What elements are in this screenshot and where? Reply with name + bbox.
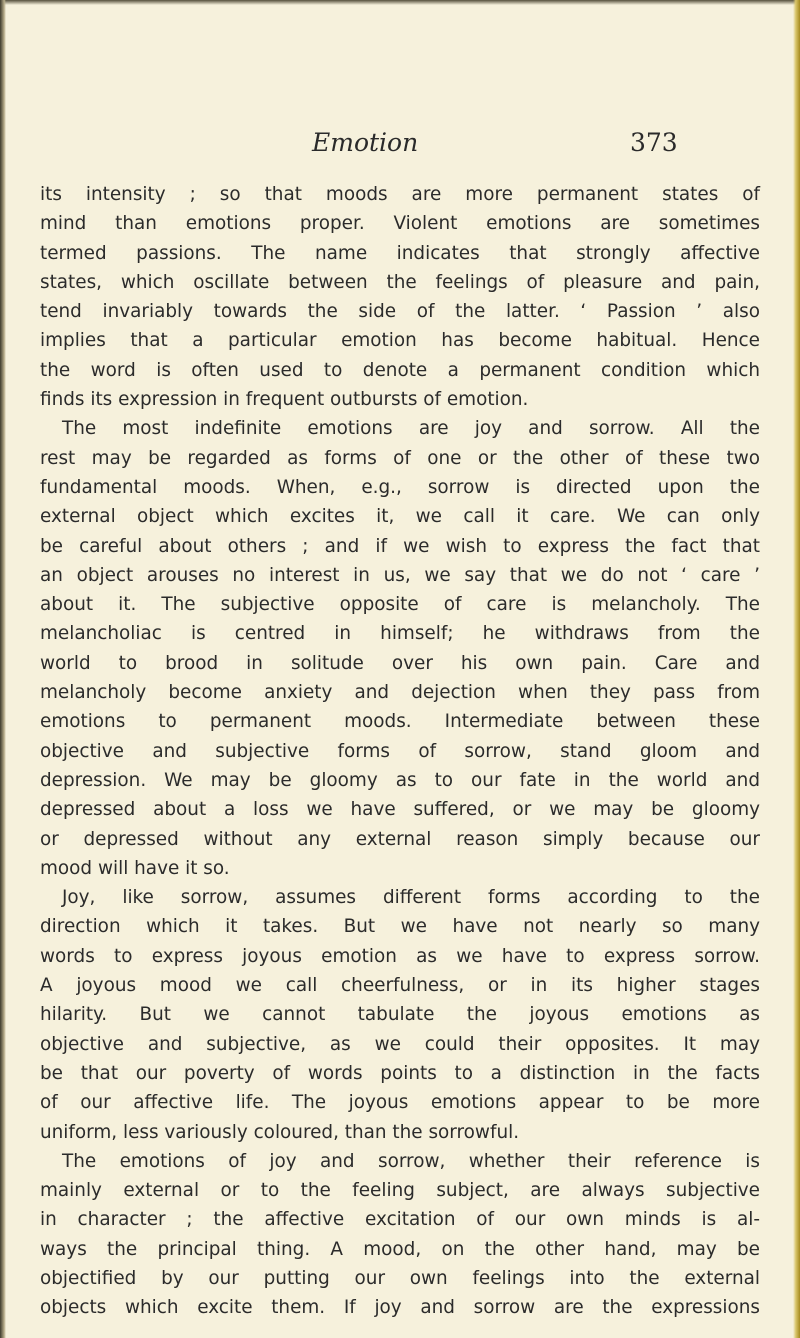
text-line: be that our poverty of words points to a distinction in the facts — [40, 1062, 760, 1084]
text-line: objectified by our putting our own feelings into the external — [40, 1267, 760, 1289]
running-title: Emotion — [312, 128, 419, 157]
text-line: about it. The subjective opposite of care is melancholy. The — [40, 594, 760, 616]
text-line: A joyous mood we call cheerfulness, or in its higher stages — [40, 975, 760, 997]
text-line: in character ; the affective excitation of our own minds is al- — [40, 1209, 760, 1231]
text-line: its intensity ; so that moods are more permanent states of — [40, 184, 760, 205]
text-line: fundamental moods. When, e.g., sorrow is directed upon the — [40, 476, 760, 498]
text-line: direction which it takes. But we have not nearly so many — [40, 916, 760, 938]
text-line: mainly external or to the feeling subject, are always subjective — [40, 1180, 760, 1202]
text-line: of our affective life. The joyous emotions appear to be more — [40, 1092, 760, 1114]
text-line: hilarity. But we cannot tabulate the joyous emotions as — [40, 1004, 760, 1026]
text-line: tend invariably towards the side of the latter. ‘ Passion ’ also — [40, 301, 760, 323]
text-line: an object arouses no interest in us, we say that we do not ‘ care ’ — [40, 564, 760, 586]
page-top-edge — [0, 0, 800, 5]
text-line: finds its expression in frequent outbursts of emotion. — [40, 389, 529, 411]
page-number: 373 — [630, 128, 678, 157]
text-line: uniform, less variously coloured, than the sorrowful. — [40, 1121, 520, 1143]
text-line: mind than emotions proper. Violent emotions are sometimes — [40, 213, 760, 235]
text-line: objective and subjective forms of sorrow, stand gloom and — [40, 740, 760, 762]
text-line: or depressed without any external reason simply because our — [40, 828, 760, 850]
text-line: ways the principal thing. A mood, on the other hand, may be — [40, 1238, 760, 1260]
body-text — [40, 180, 760, 1323]
text-line: The most indefinite emotions are joy and sorrow. All the — [62, 418, 760, 440]
text-line: termed passions. The name indicates that strongly affective — [40, 242, 760, 264]
text-line: words to express joyous emotion as we have to express sorrow. — [40, 945, 760, 967]
text-line: the word is often used to denote a permanent condition which — [40, 359, 760, 381]
text-line: be careful about others ; and if we wish to express the fact that — [40, 535, 760, 557]
page-header — [40, 128, 760, 164]
text-line: depression. We may be gloomy as to our fate in the world and — [40, 769, 760, 791]
text-line: objects which excite them. If joy and sorrow are the expressions — [40, 1297, 760, 1319]
page-right-edge — [793, 0, 800, 1338]
text-line: objective and subjective, as we could their opposites. It may — [40, 1033, 760, 1055]
text-line: The emotions of joy and sorrow, whether their reference is — [62, 1150, 760, 1172]
text-line: melancholy become anxiety and dejection when they pass from — [40, 682, 760, 704]
text-line: rest may be regarded as forms of one or the other of these two — [40, 447, 760, 469]
text-line: world to brood in solitude over his own pain. Care and — [40, 652, 760, 674]
text-line: external object which excites it, we call it care. We can only — [40, 506, 760, 528]
text-line: states, which oscillate between the feelings of pleasure and pain, — [40, 271, 760, 293]
text-line: Joy, like sorrow, assumes different forms according to the — [62, 887, 760, 909]
text-line: emotions to permanent moods. Intermediate between these — [40, 711, 760, 733]
text-line: depressed about a loss we have suffered, or we may be gloomy — [40, 799, 760, 821]
text-line: mood will have it so. — [40, 857, 230, 879]
text-line: melancholiac is centred in himself; he withdraws from the — [40, 623, 760, 645]
page-left-edge — [0, 0, 6, 1338]
text-line: implies that a particular emotion has become habitual. Hence — [40, 330, 760, 352]
